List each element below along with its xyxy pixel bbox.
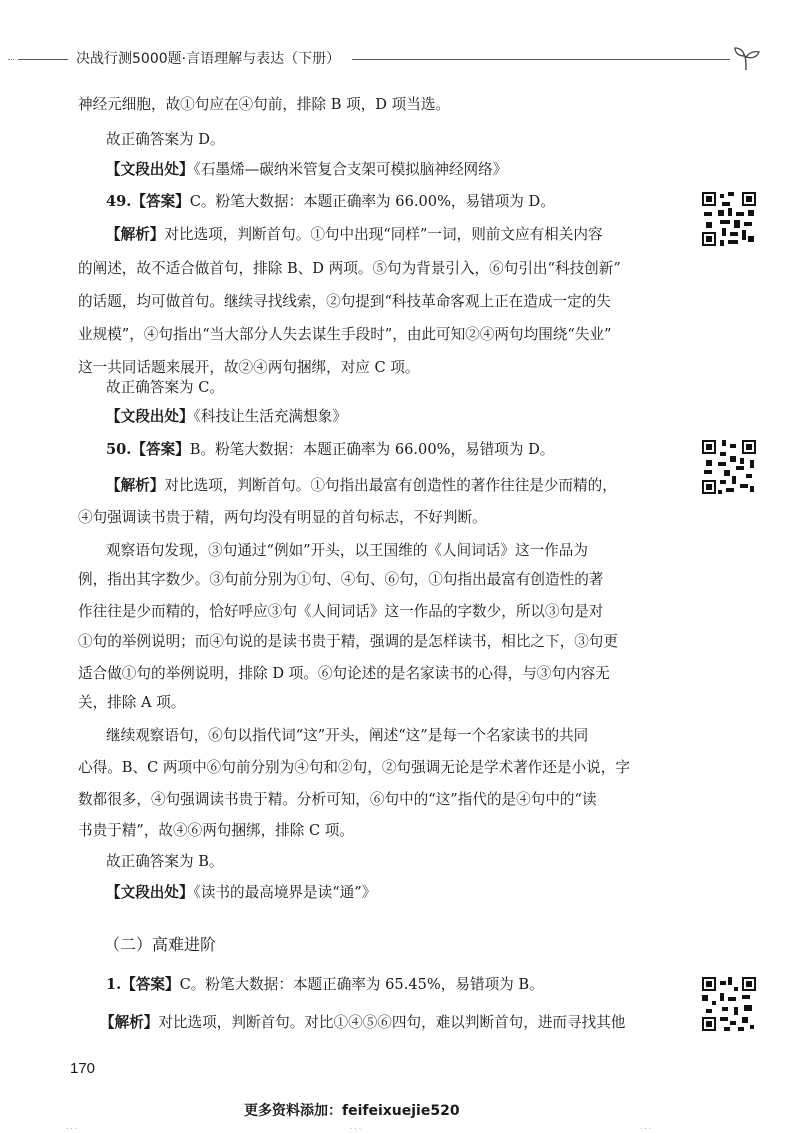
answer-line: 故正确答案为 B。: [106, 853, 224, 870]
paragraph-line: 作往往是少而精的，恰好呼应③句《人间词话》这一作品的字数少，所以③句是对: [78, 603, 604, 620]
analysis-line: 【解析】对比选项，判断首句。①句指出最富有创造性的著作往往是少而精的，: [106, 477, 617, 494]
sprout-icon: [732, 44, 762, 74]
scan-mark: · · ·: [640, 1125, 652, 1133]
header-rule-left: [18, 59, 68, 60]
answer-line: 故正确答案为 D。: [106, 131, 225, 148]
page-number: 170: [70, 1060, 96, 1077]
qr-code-icon[interactable]: [700, 438, 758, 496]
paragraph-line: 例，指出其字数少。③句前分别为①句、④句、⑥句，①句指出最富有创造性的著: [78, 571, 604, 588]
paragraph-line: 数都很多，④句强调读书贵于精。分析可知，⑥句中的“这”指代的是④句中的“读: [78, 791, 597, 808]
footer-watermark-text: 更多资料添加：feifeixuejie520: [244, 1103, 460, 1119]
analysis-line: 【解析】对比选项，判断首句。①句中出现“同样”一词，则前文应有相关内容: [106, 226, 603, 243]
paragraph-line: 业规模”，④句指出“当大部分人失去谋生手段时”，由此可知②④两句均围绕“失业”: [78, 326, 612, 343]
paragraph-line: 这一共同话题来展开，故②④两句捆绑，对应 C 项。: [78, 359, 420, 376]
running-header: [0, 44, 800, 74]
header-title: 决战行测5000题·言语理解与表达（下册）: [76, 51, 341, 67]
paragraph-line: 关，排除 A 项。: [78, 694, 186, 711]
answer-heading-1: 1.【答案】C。粉笔大数据：本题正确率为 65.45%，易错项为 B。: [106, 976, 544, 993]
paragraph-line: 心得。B、C 两项中⑥句前分别为④句和②句，②句强调无论是学术著作还是小说，字: [78, 759, 630, 776]
paragraph-line: ④句强调读书贵于精，两句均没有明显的首句标志，不好判断。: [78, 509, 487, 526]
analysis-line: 【解析】对比选项，判断首句。对比①④⑤⑥四句，难以判断首句，进而寻找其他: [100, 1014, 626, 1031]
paragraph-line: 适合做①句的举例说明，排除 D 项。⑥句论述的是名家读书的心得，与③句内容无: [78, 665, 610, 682]
paragraph-line: 的阐述，故不适合做首句，排除 B、D 两项。⑤句为背景引入，⑥句引出“科技创新”: [78, 260, 621, 277]
qr-code-icon[interactable]: [700, 190, 758, 248]
paragraph-line: 继续观察语句，⑥句以指代词“这”开头，阐述“这”是每一个名家读书的共同: [106, 727, 589, 744]
answer-line: 故正确答案为 C。: [106, 379, 224, 396]
header-rule-right: [352, 59, 730, 60]
paragraph-line: 书贵于精”，故④⑥两句捆绑，排除 C 项。: [78, 822, 355, 839]
answer-heading-50: 50.【答案】B。粉笔大数据：本题正确率为 66.00%，易错项为 D。: [106, 441, 555, 458]
source-line: 【文段出处】《科技让生活充满想象》: [106, 408, 347, 425]
scan-mark: · · ·: [66, 1125, 78, 1133]
scan-mark: · · ·: [350, 1125, 362, 1133]
source-line: 【文段出处】《读书的最高境界是读“通”》: [106, 884, 377, 901]
paragraph-line: 神经元细胞，故①句应在④句前，排除 B 项，D 项当选。: [78, 96, 451, 113]
qr-code-icon[interactable]: [700, 975, 758, 1033]
answer-heading-49: 49.【答案】C。粉笔大数据：本题正确率为 66.00%，易错项为 D。: [106, 193, 555, 210]
paragraph-line: ①句的举例说明；而④句说的是读书贵于精，强调的是怎样读书，相比之下，③句更: [78, 633, 618, 650]
paragraph-line: 观察语句发现，③句通过“例如”开头，以王国维的《人间词话》这一作品为: [106, 542, 588, 559]
section-title: （二）高难进阶: [104, 935, 217, 954]
paragraph-line: 的话题，均可做首句。继续寻找线索，②句提到“科技革命客观上正在造成一定的失: [78, 293, 611, 310]
source-line: 【文段出处】《石墨烯—碳纳米管复合支架可模拟脑神经网络》: [106, 161, 508, 178]
